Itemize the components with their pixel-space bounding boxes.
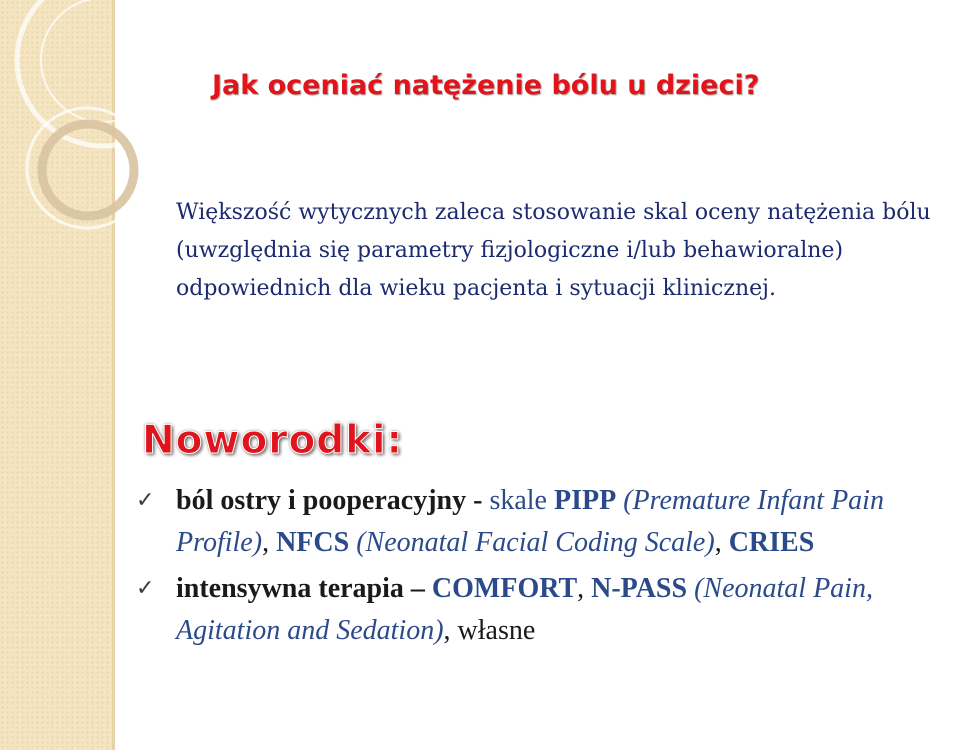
bullet-item-acute-pain [136, 480, 951, 564]
scale-npass: N-PASS [591, 573, 688, 604]
checkmark-icon: ✓ [136, 576, 155, 601]
scale-nfcs-full: (Neonatal Facial Coding Scale) [356, 527, 715, 558]
scale-comfort: COMFORT [431, 573, 578, 604]
bullet-list [136, 480, 951, 656]
intro-paragraph: Większość wytycznych zaleca stosowanie skal oceny natężenia bólu (uwzględnia się parametry fizjologiczne i/lub behawioralne) odpowiednich dla wieku pacjenta i sytuacji klinicznej. [176, 200, 931, 301]
separator: , [714, 527, 729, 558]
scale-word: skale [489, 485, 554, 516]
scale-nfcs: NFCS [276, 527, 350, 558]
section-heading: Noworodki: [142, 418, 404, 463]
bullet-item-intensive-care [136, 568, 951, 652]
separator: , [577, 573, 592, 604]
bullet-lead: intensywna terapia – [176, 573, 432, 604]
decorative-ring [42, 124, 134, 216]
separator: , [262, 527, 277, 558]
decorative-circle-inner [41, 0, 165, 122]
checkmark-icon: ✓ [136, 488, 155, 513]
scale-pipp: PIPP [553, 485, 617, 516]
scale-pipp-full: (Premature Infant Pain Profile) [176, 485, 884, 558]
scale-cries: CRIES [728, 527, 815, 558]
bullet-tail: , własne [443, 615, 536, 646]
slide-title: Jak oceniać natężenie bólu u dzieci? [212, 70, 760, 101]
scale-npass-full: (Neonatal Pain, Agitation and Sedation) [176, 573, 873, 646]
bullet-lead: ból ostry i pooperacyjny - [176, 485, 490, 516]
